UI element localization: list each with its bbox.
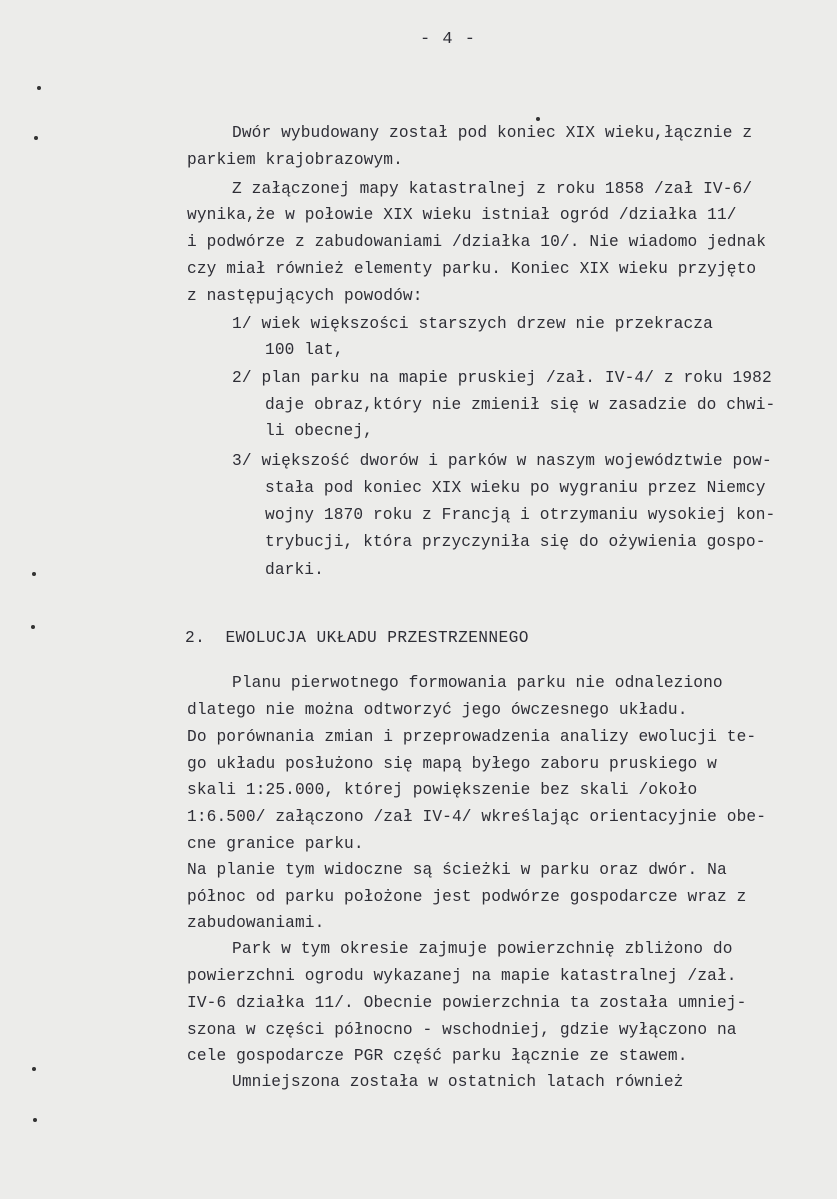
text-line: czy miał również elementy parku. Koniec XIX wieku przyjęto	[187, 260, 757, 278]
text-line: Na planie tym widoczne są ścieżki w parku oraz dwór. Na	[187, 861, 727, 879]
scan-mark	[34, 136, 38, 140]
text-line: wojny 1870 roku z Francją i otrzymaniu wysokiej kon-	[265, 506, 776, 524]
text-line: Umniejszona została w ostatnich latach również	[232, 1073, 684, 1091]
text-line: li obecnej,	[265, 422, 373, 440]
page-number: - 4 -	[420, 30, 477, 49]
text-line: go układu posłużono się mapą byłego zaboru pruskiego w	[187, 755, 717, 773]
text-line: 1:6.500/ załączono /zał IV-4/ wkreślając orientacyjnie obe-	[187, 808, 767, 826]
text-line: Planu pierwotnego formowania parku nie odnaleziono	[232, 674, 723, 692]
scan-mark	[31, 625, 35, 629]
section-heading: 2. EWOLUCJA UKŁADU PRZESTRZENNEGO	[185, 629, 529, 647]
text-line: Z załączonej mapy katastralnej z roku 1858 /zał IV-6/	[232, 180, 753, 198]
text-line: Dwór wybudowany został pod koniec XIX wieku,łącznie z	[232, 124, 753, 142]
text-line: parkiem krajobrazowym.	[187, 151, 403, 169]
text-line: Do porównania zmian i przeprowadzenia analizy ewolucji te-	[187, 728, 757, 746]
text-line: 3/ większość dworów i parków w naszym województwie pow-	[232, 452, 772, 470]
text-line: 100 lat,	[265, 341, 344, 359]
text-line: dlatego nie można odtworzyć jego ówczesnego układu.	[187, 701, 688, 719]
text-line: daje obraz,który nie zmienił się w zasadzie do chwi-	[265, 396, 776, 414]
scan-mark	[33, 1118, 37, 1122]
text-line: Park w tym okresie zajmuje powierzchnię zbliżono do	[232, 940, 733, 958]
text-line: skali 1:25.000, której powiększenie bez skali /około	[187, 781, 698, 799]
scan-mark	[32, 1067, 36, 1071]
scan-mark	[536, 117, 540, 121]
text-line: z następujących powodów:	[187, 287, 423, 305]
text-line: darki.	[265, 561, 324, 579]
text-line: szona w części północno - wschodniej, gdzie wyłączono na	[187, 1021, 737, 1039]
text-line: stała pod koniec XIX wieku po wygraniu przez Niemcy	[265, 479, 766, 497]
text-line: północ od parku położone jest podwórze gospodarcze wraz z	[187, 888, 747, 906]
text-line: i podwórze z zabudowaniami /działka 10/. Nie wiadomo jednak	[187, 233, 767, 251]
text-line: wynika,że w połowie XIX wieku istniał ogród /działka 11/	[187, 206, 737, 224]
scan-mark	[37, 86, 41, 90]
text-line: 1/ wiek większości starszych drzew nie przekracza	[232, 315, 713, 333]
text-line: zabudowaniami.	[187, 914, 325, 932]
text-line: powierzchni ogrodu wykazanej na mapie katastralnej /zał.	[187, 967, 737, 985]
scan-mark	[32, 572, 36, 576]
text-line: cne granice parku.	[187, 835, 364, 853]
text-line: cele gospodarcze PGR część parku łącznie ze stawem.	[187, 1047, 688, 1065]
text-line: IV-6 działka 11/. Obecnie powierzchnia ta została umniej-	[187, 994, 747, 1012]
text-line: trybucji, która przyczyniła się do ożywienia gospo-	[265, 533, 766, 551]
text-line: 2/ plan parku na mapie pruskiej /zał. IV-4/ z roku 1982	[232, 369, 772, 387]
